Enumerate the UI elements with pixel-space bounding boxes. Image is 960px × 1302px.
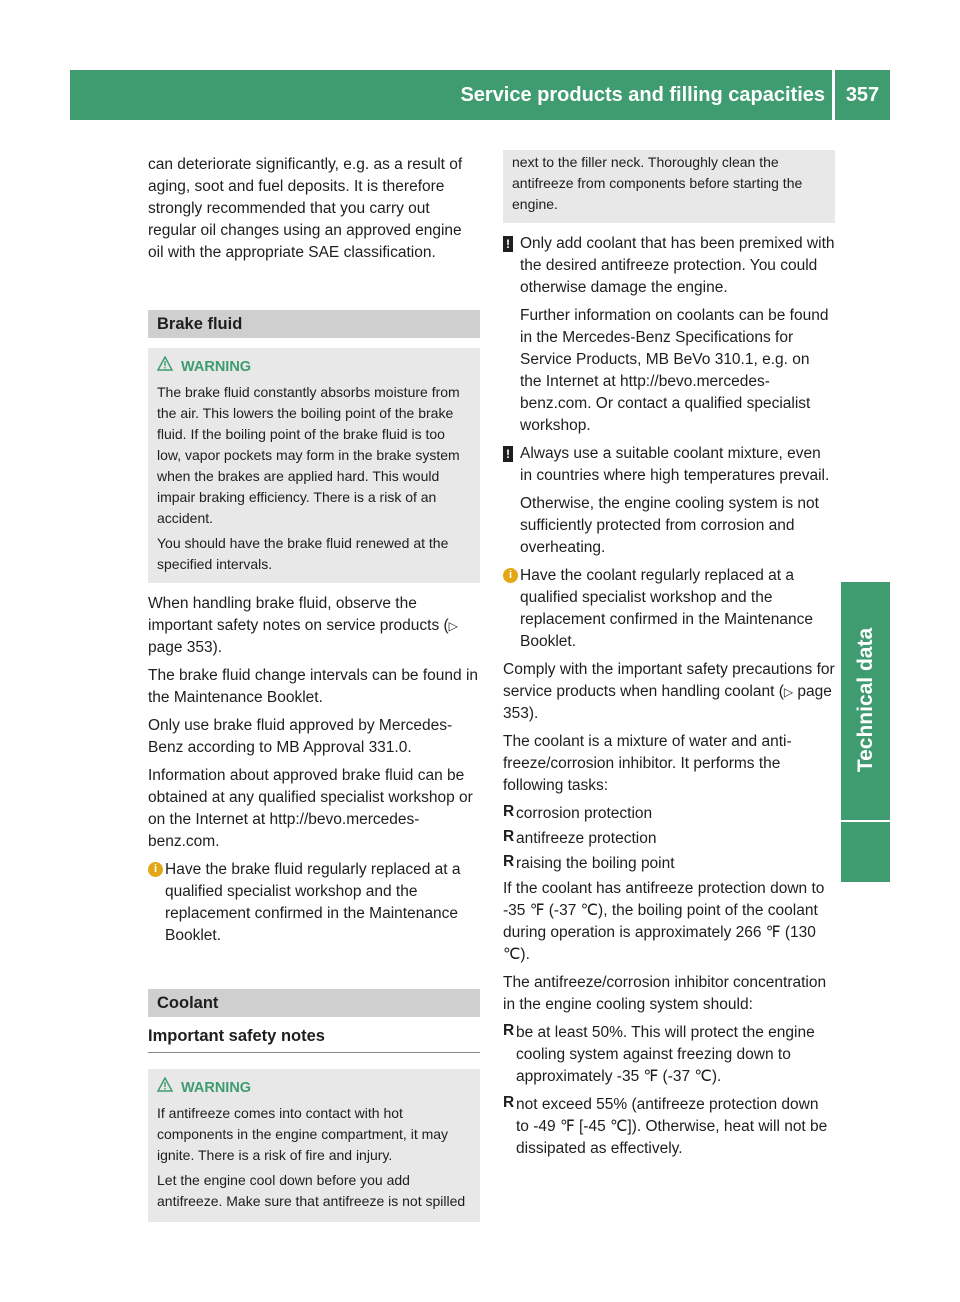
chapter-marker — [841, 822, 890, 882]
body-paragraph — [148, 593, 480, 659]
left-column — [148, 154, 480, 1222]
info-text: Have the coolant regularly replaced at a qualified specialist workshop and the replacement confirmed in the Maintenance Booklet. — [520, 567, 813, 650]
body-paragraph: The brake fluid change intervals can be found in the Maintenance Booklet. — [148, 667, 479, 706]
body-text: When handling brake fluid, observe the important safety notes on service products ( — [148, 595, 449, 634]
body-paragraph: Only use brake fluid approved by Mercedes-Benz according to MB Approval 331.0. — [148, 717, 453, 756]
warning-label: WARNING — [181, 359, 252, 375]
subheading-safety-notes: Important safety notes — [148, 1027, 480, 1053]
info-note — [503, 565, 835, 653]
body-paragraph: The antifreeze/corrosion inhibitor concentration in the engine cooling system should: — [503, 974, 827, 1013]
list-item — [503, 828, 835, 850]
page-reference-link[interactable]: page 353). — [148, 639, 223, 656]
list-item — [503, 1022, 835, 1088]
info-note — [148, 859, 480, 947]
warning-text: next to the filler neck. Thoroughly clean the antifreeze from components before starting the engine. — [512, 154, 803, 212]
section-heading-brake-fluid: Brake fluid — [148, 310, 480, 338]
bullet-icon: R — [503, 853, 515, 870]
warning-text: You should have the brake fluid renewed at the specified intervals. — [157, 535, 449, 572]
page-reference-arrow: ▷ — [783, 685, 794, 699]
warning-box-antifreeze — [148, 1069, 480, 1222]
list-item-text: corrosion protection — [516, 805, 653, 822]
page-number: 357 — [845, 84, 880, 106]
warning-box-brake-fluid — [148, 348, 480, 583]
warning-header — [157, 356, 471, 378]
list-item-text: not exceed 55% (antifreeze protection down to -49 ℉ [-45 ℃]). Otherwise, heat will not be dissipated as effectively. — [516, 1096, 828, 1157]
warning-text: Let the engine cool down before you add antifreeze. Make sure that antifreeze is not spilled — [157, 1172, 466, 1209]
chapter-tab-label: Technical data — [854, 627, 877, 773]
section-heading-coolant: Coolant — [148, 989, 480, 1017]
bullet-icon: R — [503, 1022, 515, 1039]
body-text: Comply with the important safety precautions for service products when handling coolant ( — [503, 661, 835, 700]
list-item — [503, 803, 835, 825]
caution-text: Otherwise, the engine cooling system is not sufficiently protected from corrosion and overheating. — [520, 495, 819, 556]
exclamation-icon: ! — [503, 446, 513, 462]
list-item — [503, 853, 835, 875]
intro-paragraph: can deteriorate significantly, e.g. as a result of aging, soot and fuel deposits. It is therefore strongly recommended that you carry out regular oil changes using an approved engine oil with the appropriate SAE classification. — [148, 156, 463, 261]
caution-text: Further information on coolants can be found in the Mercedes-Benz Specifications for Service Products, MB BeVo 310.1, e.g. on the Internet at http://bevo.mercedes-benz.com. Or contact a qualified specialist workshop. — [520, 307, 829, 434]
bullet-icon: R — [503, 828, 515, 845]
caution-text: Always use a suitable coolant mixture, even in countries where high temperatures prevail. — [520, 445, 830, 484]
bullet-icon: R — [503, 803, 515, 820]
list-item-text: raising the boiling point — [516, 855, 675, 872]
caution-note — [503, 443, 835, 559]
body-paragraph: If the coolant has antifreeze protection down to -35 ℉ (-37 ℃), the boiling point of the coolant during operation is approximately 266 ℉ (130 ℃). — [503, 880, 825, 963]
warning-box-continued — [503, 150, 835, 223]
right-column — [503, 154, 835, 1166]
page-reference-link[interactable]: page 353). — [503, 683, 832, 722]
warning-text: If antifreeze comes into contact with hot components in the engine compartment, it may ignite. There is a risk of fire and injury. — [157, 1105, 449, 1163]
body-paragraph: Information about approved brake fluid can be obtained at any qualified specialist workshop or on the Internet at http://bevo.mercedes-benz.com. — [148, 767, 473, 850]
body-paragraph: The coolant is a mixture of water and anti-freeze/corrosion inhibitor. It performs the following tasks: — [503, 733, 792, 794]
exclamation-icon: ! — [503, 236, 513, 252]
info-text: Have the brake fluid regularly replaced at a qualified specialist workshop and the replacement confirmed in the Maintenance Booklet. — [165, 861, 461, 944]
page-reference-arrow: ▷ — [448, 619, 458, 633]
caution-text: Only add coolant that has been premixed with the desired antifreeze protection. You could otherwise damage the engine. — [520, 235, 835, 296]
page-title: Service products and filling capacities — [460, 84, 825, 106]
bullet-icon: R — [503, 1094, 515, 1111]
info-icon: i — [503, 568, 518, 583]
warning-triangle-icon — [157, 356, 175, 378]
warning-header — [157, 1077, 471, 1099]
warning-label: WARNING — [181, 1080, 252, 1096]
list-item — [503, 1094, 835, 1160]
list-item-text: antifreeze protection — [516, 830, 657, 847]
warning-triangle-icon — [157, 1077, 175, 1099]
info-icon: i — [148, 862, 163, 877]
list-item-text: be at least 50%. This will protect the engine cooling system against freezing down to approximately -35 ℉ (-37 ℃). — [516, 1024, 815, 1085]
body-paragraph — [503, 659, 835, 725]
caution-note — [503, 233, 835, 437]
warning-text: The brake fluid constantly absorbs moisture from the air. This lowers the boiling point of the brake fluid. If the boiling point of the brake fluid is too low, vapor pockets may form in the brake system when the brakes are applied hard. This would impair braking efficiency. There is a risk of an accident. — [157, 384, 460, 526]
